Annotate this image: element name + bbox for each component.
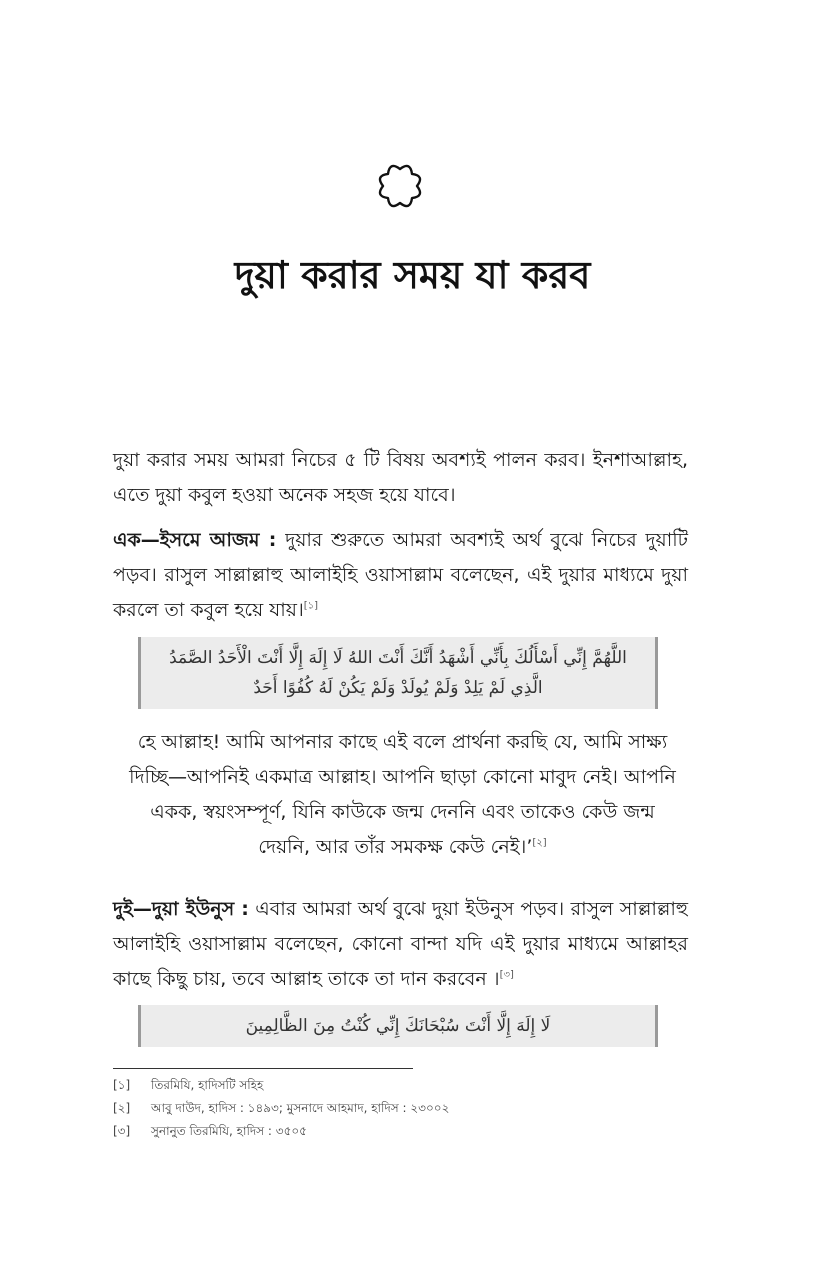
chapter-title: দুয়া করার সময় যা করব [234, 253, 591, 297]
arabic-line: اللَّهُمَّ إِنِّي أَسْأَلُكَ بِأَنِّي أَشْهَدُ أَنَّكَ أَنْتَ اللهُ لَا إِلَهَ إِلَّا أَنْتَ الْأَحَدُ الصَّمَدُ [169, 648, 627, 668]
footnote-reference: [২] [532, 837, 547, 849]
footnote-reference: [৩] [499, 969, 514, 981]
flower-ornament-icon [368, 156, 432, 216]
intro-paragraph: দুয়া করার সময় আমরা নিচের ৫ টি বিষয় অবশ্যই পালন করব। ইনশাআল্লাহ, এতে দুয়া কবুল হওয়া অনেক সহজ হয়ে যাবে। [113, 449, 688, 506]
section-ism-e-azam [113, 523, 688, 628]
footnote-item [113, 1123, 613, 1146]
footnote-text: সুনানুত তিরমিযি, হাদিস : ৩৫০৫ [151, 1124, 307, 1138]
footnote-item [113, 1100, 613, 1123]
section-heading: দুই—দুয়া ইউনুস : [113, 898, 249, 920]
footnote-number: [১] [113, 1078, 131, 1092]
arabic-dua-box [138, 1005, 658, 1047]
translation-text: হে আল্লাহ! আমি আপনার কাছে এই বলে প্রার্থনা করছি যে, আমি সাক্ষ্য দিচ্ছি—আপনিই একমাত্র আল্লাহ। আপনি ছাড়া কোনো মাবুদ নেই। আপনি একক, স্বয়ংসম্পূর্ণ, যিনি কাউকে জন্ম দেননি এবং তাকেও কেউ জন্ম দেয়নি, আর তাঁর সমকক্ষ কেউ নেই।’ [129, 731, 676, 858]
section-dua-yunus [113, 892, 688, 997]
arabic-line: لَا إِلَهَ إِلَّا أَنْتَ سُبْحَانَكَ إِنِّي كُنْتُ مِنَ الظَّالِمِينَ [245, 1016, 551, 1036]
section-body: এবার আমরা অর্থ বুঝে দুয়া ইউনুস পড়ব। রাসুল সাল্লাল্লাহু আলাইহি ওয়াসাল্লাম বলেছেন, কোনো বান্দা যদি এই দুয়ার মাধ্যমে আল্লাহর কাছে কিছু চায়, তবে আল্লাহ তাকে তা দান করবেন । [113, 898, 689, 990]
footnote-text: তিরমিযি, হাদিসটি সহিহ [151, 1078, 264, 1092]
flower-outline [380, 166, 420, 206]
arabic-dua-box [138, 637, 658, 709]
section-heading: এক—ইসমে আজম : [113, 529, 277, 551]
footnote-item [113, 1077, 613, 1100]
dua-translation [125, 725, 680, 865]
footnote-number: [৩] [113, 1124, 131, 1138]
arabic-line: الَّذِي لَمْ يَلِدْ وَلَمْ يُولَدْ وَلَمْ يَكُنْ لَهُ كُفُوًا أَحَدٌ [253, 678, 543, 698]
footnote-text: আবু দাউদ, হাদিস : ১৪৯৩; মুসনাদে আহমাদ, হাদিস : ২৩০০২ [151, 1101, 450, 1115]
footnote-number: [২] [113, 1101, 131, 1115]
footnote-reference: [১] [303, 600, 319, 612]
section-body: দুয়ার শুরুতে আমরা অবশ্যই অর্থ বুঝে নিচের দুয়াটি পড়ব। রাসুল সাল্লাল্লাহু আলাইহি ওয়াসাল্লাম বলেছেন, এই দুয়ার মাধ্যমে দুয়া করলে তা কবুল হয়ে যায়। [113, 529, 688, 621]
footnotes [113, 1077, 613, 1146]
footnote-divider [113, 1068, 413, 1069]
